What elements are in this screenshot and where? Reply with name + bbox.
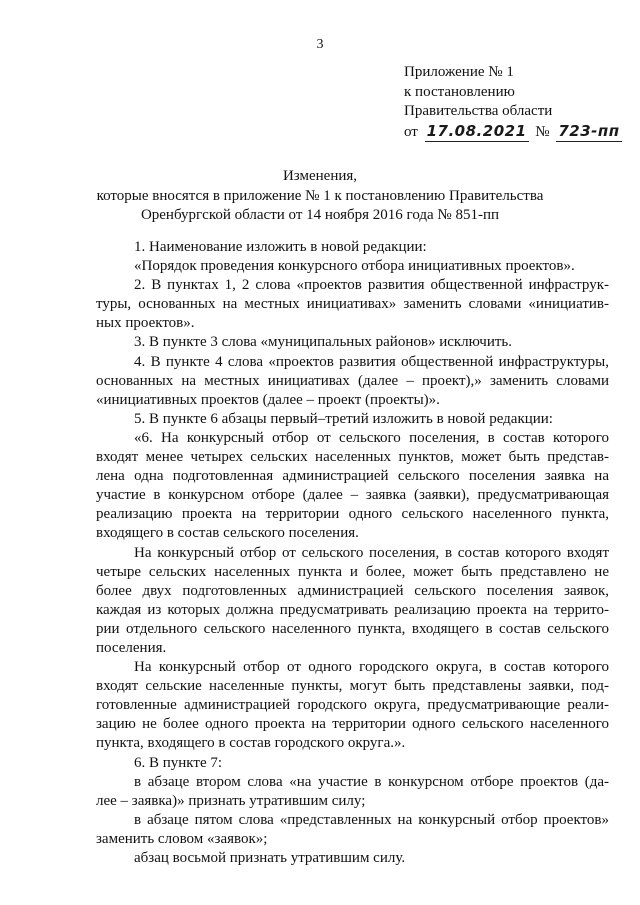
number-label: № [535,123,550,140]
text-line: пункта, входящего в состав городского округа.». [96,735,406,752]
text-line: лена одна подготовленная администрацией сельского поселения заявка на [96,468,609,485]
text-line: входят менее четырех сельских населенных пунктов, может быть представ- [96,449,609,466]
document-title [0,167,640,226]
text-line: в абзаце втором слова «на участие в конкурсном отборе проектов (да- [134,773,609,790]
text-line: каждая из которых должна предусматривать реализацию проекта на террито- [96,601,609,618]
text-line: входящего в состав сельского поселения. [96,525,359,542]
text-line: абзац восьмой признать утратившим силу. [134,850,406,866]
text-line: более двух подготовленных администрацией сельского поселения заявок, [96,582,609,599]
text-line: зацию не более одного проекта на территории одного сельского населенного [96,716,609,733]
document-body [96,238,609,868]
text-line: поселения. [96,639,167,656]
text-line: 4. В пункте 4 слова «проектов развития общественной инфраструктуры, [134,353,609,370]
title-heading: Изменения, [282,168,358,184]
handwritten-date: 17.08.2021 [425,122,529,143]
text-line: рии отдельного сельского населенного пункта, входящего в состав сельского [96,620,609,637]
appendix-subtitle: к постановлению [404,83,515,100]
text-line: «инициативных проектов (далее – проект (проекты)». [96,391,440,408]
text-line: «6. На конкурсный отбор от сельского поселения, в состав которого [134,429,609,446]
text-line: четыре сельских населенных пункта и более, может быть представлено не [96,563,609,580]
text-line: 2. В пунктах 1, 2 слова «проектов развития общественной инфраструк- [134,277,609,294]
text-line: туры, основанных на местных инициативах» заменить словами «инициатив- [96,296,609,313]
text-line: лее – заявка)» признать утратившим силу; [96,792,366,809]
text-line: ных проектов». [96,315,195,332]
text-line: реализацию проекта на территории одного сельского населенного пункта, [96,506,609,523]
text-line: 6. В пункте 7: [134,754,223,771]
appendix-date-number [404,122,622,143]
text-line: 3. В пункте 3 слова «муниципальных районов» исключить. [134,334,513,351]
text-line: готовленные администрацией городского округа, предусматривающие реали- [96,697,609,714]
title-line-3: Оренбургской области от 14 ноября 2016 года № 851-пп [140,207,500,223]
appendix-authority: Правительства области [404,103,553,119]
text-line: в абзаце пятом слова «представленных на конкурсный отбор проектов» [134,811,609,828]
text-line: «Порядок проведения конкурсного отбора инициативных проектов». [134,258,575,275]
text-line: участие в конкурсном отборе (далее – заявка (заявки), предусматривающая [96,487,609,504]
appendix-title: Приложение № 1 [404,64,514,80]
text-line: заменить словом «заявок»; [96,830,268,847]
text-line: 5. В пункте 6 абзацы первый–третий изложить в новой редакции: [134,410,553,427]
page-number: 3 [316,37,324,52]
text-line: входят сельские населенные пункты, могут быть представлены заявки, под- [96,678,609,695]
title-line-2: которые вносятся в приложение № 1 к постановлению Правительства [96,187,544,204]
handwritten-number: 723-пп [556,122,621,143]
text-line: На конкурсный отбор от сельского поселения, в состав которого входят [134,544,609,561]
appendix-header [404,63,622,142]
from-label: от [404,123,418,140]
text-line: 1. Наименование изложить в новой редакции: [134,239,427,255]
text-line: основанных на местных инициативах (далее – проект),» заменить словами [96,372,609,389]
text-line: На конкурсный отбор от одного городского округа, в состав которого [134,659,609,676]
